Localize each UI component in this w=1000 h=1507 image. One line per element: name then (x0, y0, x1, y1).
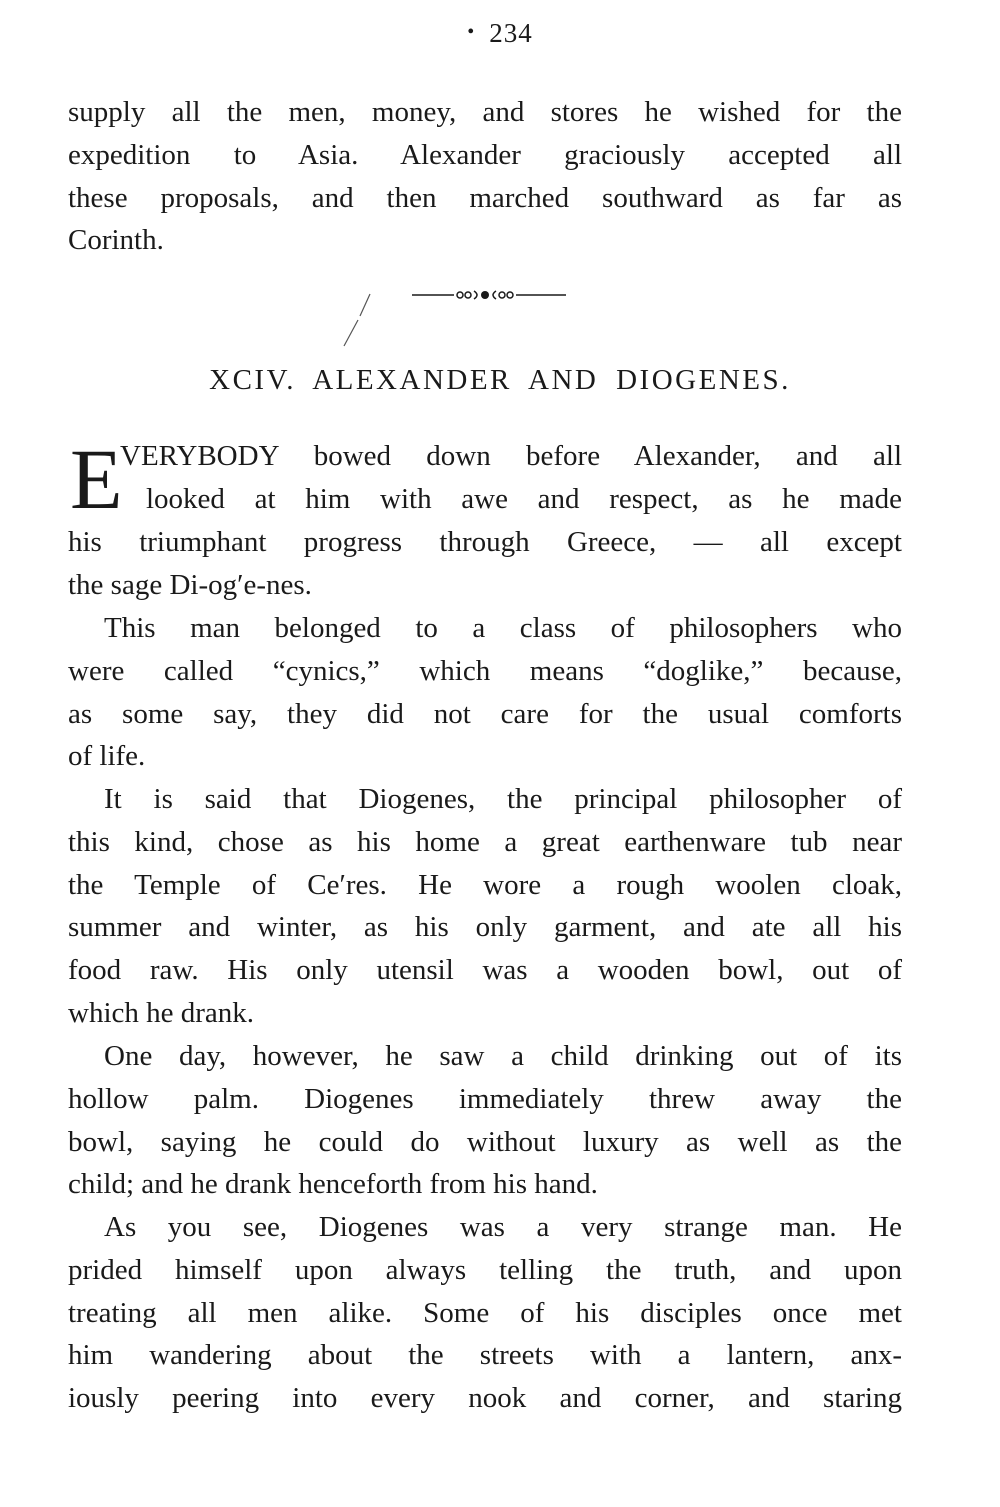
text-line: looked at him with awe and respect, as he made (146, 483, 902, 515)
page-number (0, 18, 1000, 49)
text-line: It is said that Diogenes, the principal philosopher of (104, 783, 902, 815)
ornament-divider (410, 286, 570, 304)
text-line: the sage Di-og′e-nes. (68, 568, 312, 601)
text-line: VERYBODY bowed down before Alexander, and all (120, 440, 902, 472)
text-line: this kind, chose as his home a great earthenware tub near (68, 825, 902, 858)
page-number-text: 234 (489, 18, 533, 48)
text-line: treating all men alike. Some of his disciples once met (68, 1296, 902, 1329)
text-line: bowl, saying he could do without luxury as well as the (68, 1125, 902, 1158)
paragraph-child (68, 1035, 902, 1206)
first-paragraph-second (146, 478, 902, 521)
text-line: prided himself upon always telling the truth, and upon (68, 1253, 902, 1286)
opening-paragraph (68, 91, 902, 262)
text-line: iously peering into every nook and corner, and staring (68, 1382, 902, 1415)
text-line: One day, however, he saw a child drinking out of its (104, 1040, 902, 1072)
drop-cap: E (70, 431, 123, 527)
text-line: which he drank. (68, 996, 255, 1029)
text-line: summer and winter, as his only garment, and ate all his (68, 911, 902, 944)
first-paragraph-head (120, 435, 902, 478)
text-line: This man belonged to a class of philosophers who (104, 612, 902, 644)
text-line: were called “cynics,” which means “doglike,” because, (68, 654, 902, 687)
text-line: food raw. His only utensil was a wooden bowl, out of (68, 954, 902, 987)
text-line: supply all the men, money, and stores he wished for the (68, 96, 902, 128)
text-line: these proposals, and then marched southward as far as (68, 181, 902, 214)
page-mark: • (467, 21, 476, 43)
text-line: Corinth. (68, 224, 164, 257)
text-line: as some say, they did not care for the usual comforts (68, 697, 902, 730)
paragraph-lantern (68, 1206, 902, 1420)
text-line: As you see, Diogenes was a very strange man. He (104, 1211, 902, 1243)
text-line: of life. (68, 740, 146, 773)
paragraph-cynics (68, 607, 902, 778)
text-line: his triumphant progress through Greece, — all except (68, 526, 902, 558)
text-line: the Temple of Ce′res. He wore a rough woolen cloak, (68, 868, 902, 901)
text-line: hollow palm. Diogenes immediately threw away the (68, 1082, 902, 1115)
chapter-title: XCIV. ALEXANDER AND DIOGENES. (209, 364, 791, 396)
text-line: expedition to Asia. Alexander graciously accepted all (68, 138, 902, 171)
text-line: child; and he drank henceforth from his hand. (68, 1168, 598, 1201)
text-line: him wandering about the streets with a lantern, anx- (68, 1339, 902, 1372)
paragraph-tub (68, 778, 902, 1035)
first-paragraph-body (68, 521, 902, 607)
pencil-mark (336, 290, 376, 350)
